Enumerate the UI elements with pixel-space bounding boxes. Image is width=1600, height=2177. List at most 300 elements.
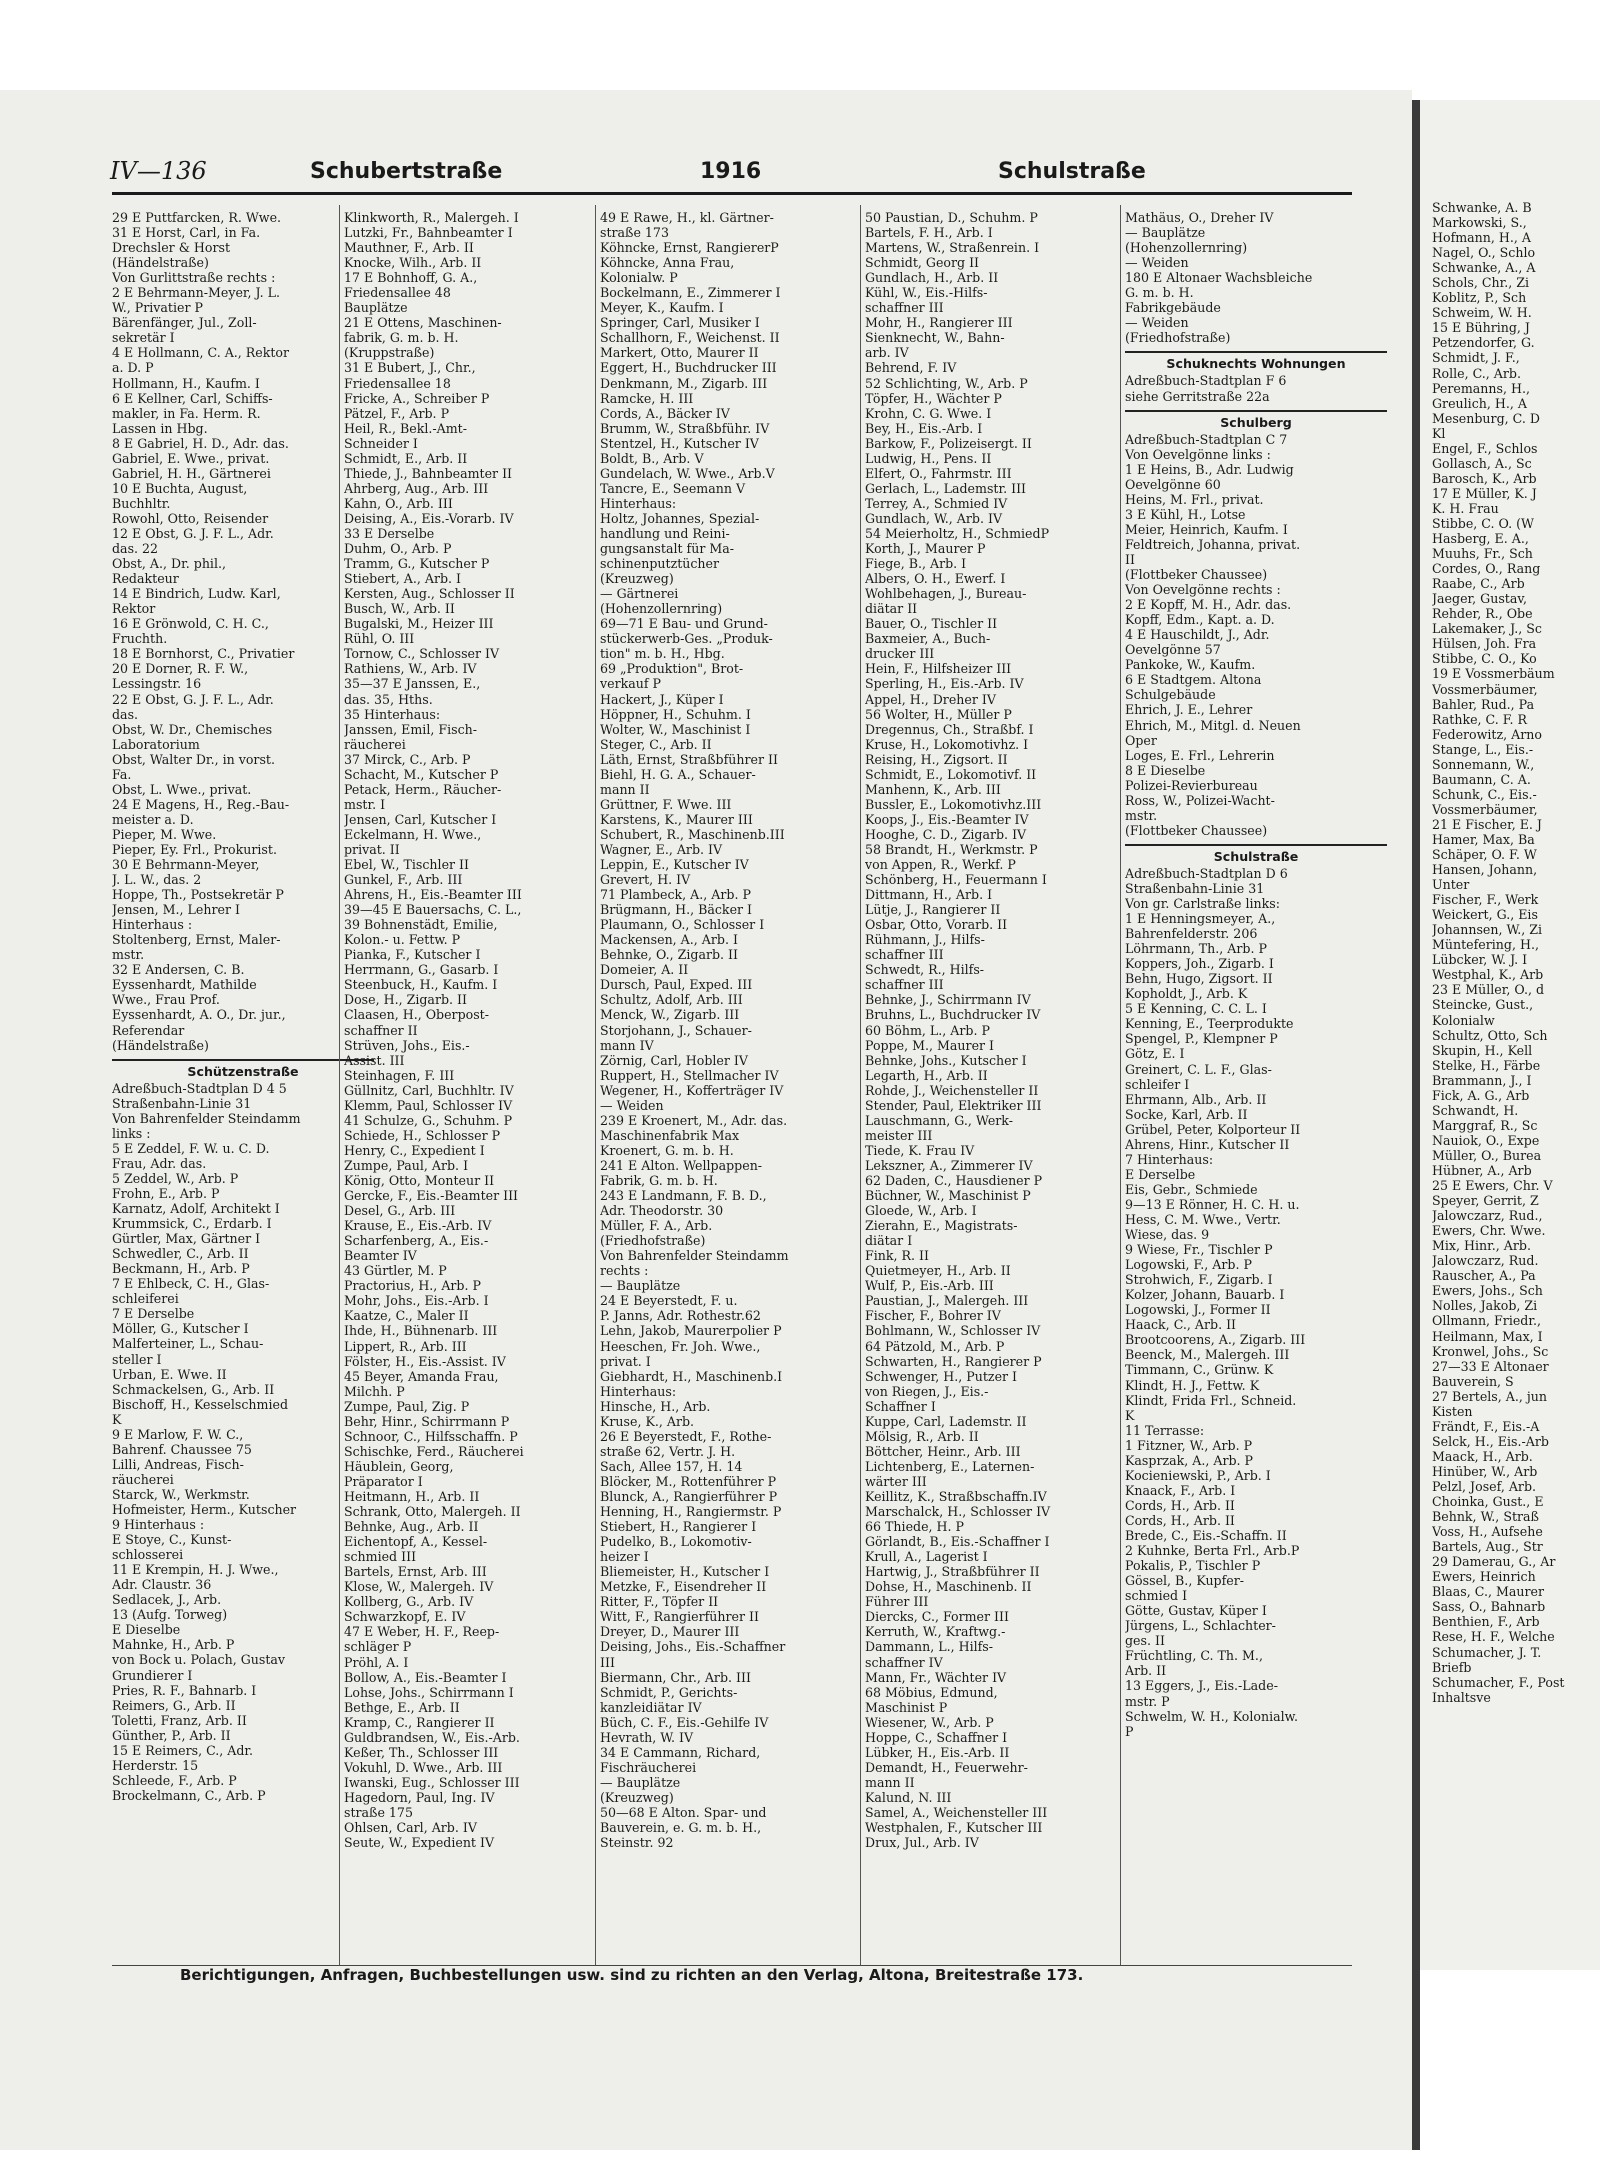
directory-entry-line: Metzke, F., Eisendreher II bbox=[600, 1579, 767, 1595]
directory-entry-line: privat. II bbox=[344, 841, 400, 857]
directory-entry-line: Von Oevelgönne rechts : bbox=[1125, 582, 1281, 598]
adjacent-entry-line: Hülsen, Joh. Fra bbox=[1432, 636, 1537, 652]
directory-entry-line: Schwelm, W. H., Kolonialw. bbox=[1125, 1708, 1298, 1724]
directory-column-5 bbox=[1125, 210, 1387, 1739]
directory-entry-line: Lutzki, Fr., Bahnbeamter I bbox=[344, 225, 513, 241]
directory-entry-line: schleiferei bbox=[112, 1291, 179, 1307]
directory-entry-line: mann II bbox=[600, 781, 650, 797]
directory-entry-line: 60 Böhm, L., Arb. P bbox=[865, 1022, 990, 1038]
directory-entry-line: Markert, Otto, Maurer II bbox=[600, 345, 759, 361]
directory-entry-line: tion" m. b. H., Hbg. bbox=[600, 646, 725, 662]
directory-entry-line: Görlandt, B., Eis.-Schaffner I bbox=[865, 1534, 1050, 1550]
directory-entry-line: Bugalski, M., Heizer III bbox=[344, 616, 494, 632]
adjacent-entry-line: Schumacher, J. T. bbox=[1432, 1644, 1542, 1660]
adjacent-entry-line: Bahler, Rud., Pa bbox=[1432, 696, 1535, 712]
directory-entry-line: Fischer, F., Bohrer IV bbox=[865, 1308, 1001, 1324]
directory-entry-line: Heins, M. Frl., privat. bbox=[1125, 491, 1264, 507]
directory-entry-line: Leppin, E., Kutscher IV bbox=[600, 857, 749, 873]
directory-entry-line: Schmidt, E., Arb. II bbox=[344, 450, 468, 466]
adjacent-entry-line: Weickert, G., Eis bbox=[1432, 907, 1538, 923]
directory-entry-line: Hooghe, C. D., Zigarb. IV bbox=[865, 826, 1027, 842]
directory-entry-line: Gunkel, F., Arb. III bbox=[344, 872, 463, 888]
directory-entry-line: Von Bahrenfelder Steindamm bbox=[112, 1110, 301, 1126]
directory-entry-line: Fa. bbox=[112, 766, 132, 782]
directory-entry-line: 2 E Kopff, M. H., Adr. das. bbox=[1125, 597, 1292, 613]
directory-entry-line: Starck, W., Werkmstr. bbox=[112, 1486, 250, 1502]
directory-entry-line: 20 E Dorner, R. F. W., bbox=[112, 661, 249, 677]
directory-entry-line: — Gärtnerei bbox=[600, 586, 679, 602]
directory-entry-line: Osbar, Otto, Vorarb. II bbox=[865, 917, 1008, 933]
directory-entry-line: Ohlsen, Carl, Arb. IV bbox=[344, 1820, 477, 1836]
directory-entry-line: links : bbox=[112, 1125, 151, 1141]
adjacent-entry-line: Schwanke, A. B bbox=[1432, 200, 1532, 215]
directory-entry-line: steller I bbox=[112, 1351, 162, 1367]
directory-entry-line: schinenputztücher bbox=[600, 556, 720, 572]
directory-entry-line: Pankoke, W., Kaufm. bbox=[1125, 657, 1256, 673]
directory-entry-line: Knocke, Wilh., Arb. II bbox=[344, 255, 482, 271]
adjacent-entry-line: 19 E Vossmerbäum bbox=[1432, 666, 1555, 682]
directory-entry-line: schleifer I bbox=[1125, 1076, 1190, 1092]
directory-entry-line: Toletti, Franz, Arb. II bbox=[112, 1712, 247, 1728]
directory-entry-line: Straßenbahn-Linie 31 bbox=[112, 1095, 252, 1111]
directory-entry-line: Vokuhl, D. Wwe., Arb. III bbox=[344, 1759, 503, 1775]
directory-entry-line: Kopff, Edm., Kapt. a. D. bbox=[1125, 612, 1275, 628]
directory-entry-line: Biehl, H. G. A., Schauer- bbox=[600, 766, 756, 782]
directory-entry-line: Laboratorium bbox=[112, 736, 200, 752]
adjacent-entry-line: Stelke, H., Färbe bbox=[1432, 1057, 1541, 1073]
directory-entry-line: Heitmann, H., Arb. II bbox=[344, 1488, 480, 1504]
header-year: 1916 bbox=[700, 159, 762, 184]
adjacent-entry-line: Sass, O., Bahnarb bbox=[1432, 1599, 1546, 1615]
directory-entry-line: Adreßbuch-Stadtplan C 7 bbox=[1125, 431, 1288, 447]
adjacent-entry-line: Speyer, Gerrit, Z bbox=[1432, 1193, 1539, 1209]
directory-entry-line: Wiesener, W., Arb. P bbox=[865, 1714, 994, 1730]
directory-entry-line: Grüttner, F. Wwe. III bbox=[600, 796, 732, 812]
directory-entry-line: Fabrik, G. m. b. H. bbox=[600, 1173, 718, 1188]
directory-entry-line: Steinhagen, F. III bbox=[344, 1067, 455, 1083]
directory-entry-line: Keillitz, K., Straßbschaffn.IV bbox=[865, 1488, 1047, 1504]
adjacent-entry-line: Kronwel, Johs., Sc bbox=[1432, 1343, 1549, 1359]
adjacent-entry-line: 17 E Müller, K. J bbox=[1432, 485, 1537, 501]
header-street-right: Schulstraße bbox=[998, 159, 1146, 184]
directory-entry-line: das. 22 bbox=[112, 541, 159, 557]
directory-entry-line: Socke, Karl, Arb. II bbox=[1125, 1106, 1248, 1122]
directory-column-1 bbox=[112, 210, 374, 1803]
directory-entry-line: Hoppe, Th., Postsekretär P bbox=[112, 887, 284, 903]
directory-entry-line: 52 Schlichting, W., Arb. P bbox=[865, 375, 1028, 391]
adjacent-entry-line: 23 E Müller, O., d bbox=[1432, 982, 1545, 998]
directory-entry-line: Albers, O. H., Ewerf. I bbox=[865, 571, 1006, 587]
directory-entry-line: Mölsig, R., Arb. II bbox=[865, 1428, 979, 1444]
adjacent-entry-line: Nauiok, O., Expe bbox=[1432, 1132, 1540, 1148]
directory-entry-line: Guldbrandsen, W., Eis.-Arb. bbox=[344, 1729, 520, 1745]
adjacent-entry-line: Mix, Hinr., Arb. bbox=[1432, 1238, 1531, 1254]
adjacent-entry-line: Johannsen, W., Zi bbox=[1432, 922, 1543, 938]
directory-entry-line: Logowski, F., Arb. P bbox=[1125, 1257, 1252, 1273]
directory-entry-line: Milchh. P bbox=[344, 1383, 405, 1399]
directory-entry-line: Mauthner, F., Arb. II bbox=[344, 240, 474, 256]
directory-entry-line: Kaatze, C., Maler II bbox=[344, 1308, 469, 1324]
directory-entry-line: Schmidt, Georg II bbox=[865, 255, 980, 271]
directory-entry-line: mstr. bbox=[1125, 807, 1158, 823]
directory-entry-line: Schneider I bbox=[344, 435, 418, 451]
directory-entry-line: Klindt, H. J., Fettw. K bbox=[1125, 1377, 1260, 1393]
directory-entry-line: Malferteiner, L., Schau- bbox=[112, 1336, 264, 1352]
directory-entry-line: Dreyer, D., Maurer III bbox=[600, 1624, 740, 1640]
directory-entry-line: 9—13 E Rönner, H. C. H. u. bbox=[1125, 1196, 1300, 1212]
directory-entry-line: Stender, Paul, Elektriker III bbox=[865, 1097, 1042, 1113]
directory-entry-line: — Bauplätze bbox=[600, 1774, 681, 1790]
directory-entry-line: Busch, W., Arb. II bbox=[344, 601, 455, 617]
directory-entry-line: Baxmeier, A., Buch- bbox=[865, 631, 991, 647]
directory-entry-line: Manhenn, K., Arb. III bbox=[865, 781, 1001, 797]
directory-entry-line: Storjohann, J., Schauer- bbox=[600, 1022, 752, 1038]
directory-entry-line: Pudelko, B., Lokomotiv- bbox=[600, 1534, 752, 1550]
directory-entry-line: Grundierer I bbox=[112, 1667, 193, 1683]
directory-entry-line: Bliemeister, H., Kutscher I bbox=[600, 1564, 770, 1580]
directory-entry-line: heizer I bbox=[600, 1549, 649, 1565]
directory-entry-line: Schischke, Ferd., Räucherei bbox=[344, 1443, 524, 1459]
directory-entry-line: drucker III bbox=[865, 646, 935, 662]
directory-entry-line: Grevert, H. IV bbox=[600, 872, 691, 888]
directory-entry-line: Buchhltr. bbox=[112, 495, 171, 511]
directory-entry-line: Strohwich, F., Zigarb. I bbox=[1125, 1272, 1273, 1288]
directory-entry-line: räucherei bbox=[112, 1471, 174, 1487]
directory-entry-line: Polizei-Revierbureau bbox=[1125, 777, 1258, 793]
directory-entry-line: Behr, Hinr., Schirrmann P bbox=[344, 1413, 510, 1429]
directory-entry-line: Ahrens, H., Eis.-Beamter III bbox=[344, 887, 522, 903]
directory-entry-line: Hinsche, H., Arb. bbox=[600, 1398, 711, 1414]
directory-entry-line: schläger P bbox=[344, 1639, 412, 1655]
directory-entry-line: Herrmann, G., Gasarb. I bbox=[344, 962, 499, 978]
directory-entry-line: Hein, F., Hilfsheizer III bbox=[865, 661, 1012, 677]
directory-entry-line: Schwedler, C., Arb. II bbox=[112, 1246, 249, 1262]
directory-entry-line: Arb. II bbox=[1125, 1663, 1167, 1679]
directory-entry-line: Ritter, F., Töpfer II bbox=[600, 1594, 719, 1610]
directory-entry-line: Maschinist P bbox=[865, 1699, 948, 1715]
adjacent-entry-line: Peremanns, H., bbox=[1432, 380, 1530, 396]
directory-entry-line: Beckmann, H., Arb. P bbox=[112, 1261, 250, 1277]
adjacent-entry-line: Hansen, Johann, bbox=[1432, 862, 1538, 878]
directory-entry-line: 11 Terrasse: bbox=[1125, 1422, 1205, 1438]
directory-entry-line: Holtz, Johannes, Spezial- bbox=[600, 510, 760, 526]
directory-entry-line: Bischoff, H., Kesselschmied bbox=[112, 1396, 289, 1412]
directory-entry-line: Jensen, Carl, Kutscher I bbox=[344, 811, 497, 827]
directory-entry-line: Stiebert, A., Arb. I bbox=[344, 571, 462, 587]
directory-entry-line: Behnke, Johs., Kutscher I bbox=[865, 1052, 1027, 1068]
directory-entry-line: 13 (Aufg. Torweg) bbox=[112, 1607, 228, 1623]
directory-entry-line: Sperling, H., Eis.-Arb. IV bbox=[865, 676, 1024, 692]
directory-entry-line: 7 E Derselbe bbox=[112, 1306, 195, 1322]
adjacent-entry-line: Ewers, Johs., Sch bbox=[1432, 1283, 1543, 1299]
directory-entry-line: 45 Beyer, Amanda Frau, bbox=[344, 1368, 499, 1384]
adjacent-entry-line: Marggraf, R., Sc bbox=[1432, 1117, 1538, 1133]
directory-entry-line: 1 E Heins, B., Adr. Ludwig bbox=[1125, 461, 1294, 477]
directory-entry-line: 29 E Puttfarcken, R. Wwe. bbox=[112, 210, 282, 225]
directory-entry-line: schaffner III bbox=[865, 977, 944, 993]
adjacent-entry-line: Jaeger, Gustav, bbox=[1432, 591, 1527, 607]
adjacent-entry-line: Pelzl, Josef, Arb. bbox=[1432, 1478, 1537, 1494]
directory-entry-line: — Bauplätze bbox=[1125, 225, 1206, 241]
adjacent-entry-line: Rehder, R., Obe bbox=[1432, 606, 1533, 622]
adjacent-entry-line: Schäper, O. F. W bbox=[1432, 847, 1537, 863]
directory-entry-line: Wegener, H., Kofferträger IV bbox=[600, 1082, 784, 1098]
directory-entry-line: Lübker, H., Eis.-Arb. II bbox=[865, 1744, 1010, 1760]
directory-entry-line: Reimers, G., Arb. II bbox=[112, 1697, 236, 1713]
column-divider bbox=[1120, 205, 1121, 1965]
directory-entry-line: Mackensen, A., Arb. I bbox=[600, 932, 738, 948]
directory-entry-line: Elfert, O., Fahrmstr. III bbox=[865, 465, 1012, 481]
directory-entry-line: Schwarten, H., Rangierer P bbox=[865, 1353, 1042, 1369]
directory-entry-line: Töpfer, H., Wächter P bbox=[865, 390, 1002, 406]
directory-entry-line: Eckelmann, H. Wwe., bbox=[344, 826, 482, 842]
directory-entry-line: Stentzel, H., Kutscher IV bbox=[600, 435, 759, 451]
directory-entry-line: Ludwig, H., Pens. II bbox=[865, 450, 992, 466]
directory-entry-line: Terrey, A., Schmied IV bbox=[865, 495, 1008, 511]
directory-entry-line: Appel, H., Dreher IV bbox=[865, 691, 996, 707]
directory-entry-line: Demandt, H., Feuerwehr- bbox=[865, 1759, 1028, 1775]
adjacent-entry-line: Rese, H. F., Welche bbox=[1432, 1629, 1555, 1645]
directory-entry-line: Maschinenfabrik Max bbox=[600, 1127, 740, 1143]
column-divider bbox=[860, 205, 861, 1965]
street-section-heading: Schulberg bbox=[1125, 410, 1387, 430]
directory-entry-line: Götte, Gustav, Küper I bbox=[1125, 1603, 1267, 1619]
directory-entry-line: das. 35, Hths. bbox=[344, 691, 433, 707]
directory-entry-line: Ahrens, Hinr., Kutscher II bbox=[1125, 1136, 1290, 1152]
directory-entry-line: Kramp, C., Rangierer II bbox=[344, 1714, 495, 1730]
directory-entry-line: Schleede, F., Arb. P bbox=[112, 1772, 237, 1788]
adjacent-entry-line: 15 E Bühring, J bbox=[1432, 320, 1530, 336]
directory-entry-line: 9 Hinterhaus : bbox=[112, 1517, 205, 1533]
directory-entry-line: Redakteur bbox=[112, 571, 179, 587]
directory-entry-line: Bockelmann, E., Zimmerer I bbox=[600, 285, 781, 301]
column-divider bbox=[595, 205, 596, 1965]
directory-entry-line: 39 Bohnenstädt, Emilie, bbox=[344, 917, 498, 933]
directory-entry-line: Sach, Allee 157, H. 14 bbox=[600, 1458, 743, 1474]
directory-entry-line: Legarth, H., Arb. II bbox=[865, 1067, 988, 1083]
directory-entry-line: Behnke, O., Zigarb. II bbox=[600, 947, 739, 963]
directory-entry-line: Köhncke, Anna Frau, bbox=[600, 255, 735, 271]
adjacent-entry-line: Westphal, K., Arb bbox=[1432, 967, 1544, 983]
directory-entry-line: Westphalen, F., Kutscher III bbox=[865, 1820, 1043, 1836]
directory-entry-line: Möller, G., Kutscher I bbox=[112, 1321, 249, 1337]
adjacent-entry-line: Blaas, C., Maurer bbox=[1432, 1584, 1544, 1600]
adjacent-entry-line: Schmidt, J. F., bbox=[1432, 350, 1520, 366]
directory-entry-line: 6 E Stadtgem. Altona bbox=[1125, 672, 1262, 688]
adjacent-entry-line: Vossmerbäumer, bbox=[1432, 801, 1538, 817]
directory-entry-line: Pokalis, P., Tischler P bbox=[1125, 1558, 1261, 1574]
adjacent-entry-line: Unter bbox=[1432, 877, 1470, 893]
directory-entry-line: 43 Gürtler, M. P bbox=[344, 1263, 447, 1279]
directory-entry-line: Schönberg, H., Feuermann I bbox=[865, 872, 1047, 888]
adjacent-entry-line: Greulich, H., A bbox=[1432, 395, 1527, 411]
directory-entry-line: — Bauplätze bbox=[600, 1278, 681, 1294]
directory-entry-line: Hinterhaus: bbox=[600, 495, 677, 511]
directory-entry-line: Pieper, M. Wwe. bbox=[112, 826, 217, 842]
directory-entry-line: 71 Plambeck, A., Arb. P bbox=[600, 887, 751, 903]
directory-entry-line: 17 E Bohnhoff, G. A., bbox=[344, 270, 478, 286]
directory-entry-line: Strüven, Johs., Eis.- bbox=[344, 1037, 470, 1053]
directory-entry-line: Wulf, P., Eis.-Arb. III bbox=[865, 1278, 994, 1294]
directory-entry-line: mann II bbox=[865, 1774, 915, 1790]
directory-entry-line: Rathiens, W., Arb. IV bbox=[344, 661, 477, 677]
directory-entry-line: Jensen, M., Lehrer I bbox=[112, 902, 240, 918]
directory-entry-line: Samel, A., Weichensteller III bbox=[865, 1804, 1048, 1820]
directory-entry-line: Bärenfänger, Jul., Zoll- bbox=[112, 315, 257, 331]
directory-entry-line: (Friedhofstraße) bbox=[1125, 330, 1231, 346]
directory-entry-line: Gabriel, H. H., Gärtnerei bbox=[112, 465, 271, 481]
directory-entry-line: Hess, C. M. Wwe., Vertr. bbox=[1125, 1212, 1281, 1227]
directory-entry-line: Häublein, Georg, bbox=[344, 1458, 454, 1474]
directory-entry-line: Oevelgönne 57 bbox=[1125, 642, 1221, 658]
directory-entry-line: Rühl, O. III bbox=[344, 631, 415, 647]
directory-entry-line: Boldt, B., Arb. V bbox=[600, 450, 704, 466]
directory-entry-line: 180 E Altonaer Wachsbleiche bbox=[1125, 270, 1313, 286]
adjacent-entry-line: Engel, F., Schlos bbox=[1432, 440, 1538, 456]
directory-entry-line: Menck, W., Zigarb. III bbox=[600, 1007, 740, 1023]
directory-entry-line: schaffner III bbox=[865, 947, 944, 963]
directory-entry-line: 7 E Ehlbeck, C. H., Glas- bbox=[112, 1276, 270, 1292]
directory-entry-line: Obst, L. Wwe., privat. bbox=[112, 781, 252, 797]
directory-entry-line: 3 E Kühl, H., Lotse bbox=[1125, 506, 1246, 522]
directory-entry-line: Steenbuck, H., Kaufm. I bbox=[344, 977, 498, 993]
directory-entry-line: 69—71 E Bau- und Grund- bbox=[600, 616, 768, 632]
directory-entry-line: II bbox=[1125, 551, 1135, 567]
directory-entry-line: Adr. Theodorstr. 30 bbox=[600, 1203, 724, 1219]
directory-entry-line: Wolter, W., Maschinist I bbox=[600, 721, 751, 737]
adjacent-entry-line: Maack, H., Arb. bbox=[1432, 1448, 1533, 1464]
directory-entry-line: 34 E Cammann, Richard, bbox=[600, 1744, 761, 1760]
street-section-heading: Schützenstraße bbox=[112, 1059, 374, 1079]
directory-entry-line: Spengel, P., Klempner P bbox=[1125, 1031, 1278, 1047]
adjacent-entry-line: Behnk, W., Straß bbox=[1432, 1509, 1539, 1525]
adjacent-entry-line: Kl bbox=[1432, 425, 1446, 441]
adjacent-entry-line: Schumacher, F., Post bbox=[1432, 1674, 1565, 1690]
directory-entry-line: (Kreuzweg) bbox=[600, 571, 674, 587]
directory-entry-line: Henning, H., Rangiermstr. P bbox=[600, 1504, 782, 1520]
adjacent-entry-line: Jalowczarz, Rud., bbox=[1432, 1208, 1543, 1224]
directory-entry-line: (Flottbeker Chaussee) bbox=[1125, 567, 1268, 583]
directory-column-4 bbox=[865, 210, 1127, 1850]
directory-entry-line: schaffner III bbox=[865, 300, 944, 316]
adjacent-entry-line: Kisten bbox=[1432, 1403, 1473, 1419]
header-street-left: Schubertstraße bbox=[310, 159, 503, 184]
directory-entry-line: 69 „Produktion", Brot- bbox=[600, 661, 744, 677]
adjacent-entry-line: Rolle, C., Arb. bbox=[1432, 365, 1521, 381]
directory-entry-line: 41 Schulze, G., Schuhm. P bbox=[344, 1112, 513, 1128]
adjacent-entry-line: Koblitz, P., Sch bbox=[1432, 290, 1527, 306]
directory-entry-line: Eyssenhardt, A. O., Dr. jur., bbox=[112, 1007, 286, 1023]
directory-entry-line: 5 E Zeddel, F. W. u. C. D. bbox=[112, 1140, 270, 1156]
adjacent-entry-line: Schwanke, A., A bbox=[1432, 260, 1536, 276]
directory-entry-line: Herderstr. 15 bbox=[112, 1757, 199, 1773]
directory-entry-line: 50 Paustian, D., Schuhm. P bbox=[865, 210, 1038, 225]
adjacent-entry-line: Schweim, W. H. bbox=[1432, 305, 1532, 321]
adjacent-entry-line: Kolonialw bbox=[1432, 1012, 1495, 1028]
directory-entry-line: Bartels, Ernst, Arb. III bbox=[344, 1564, 487, 1580]
directory-entry-line: Kocieniewski, P., Arb. I bbox=[1125, 1467, 1271, 1483]
directory-entry-line: Lilli, Andreas, Fisch- bbox=[112, 1456, 244, 1472]
directory-entry-line: Karnatz, Adolf, Architekt I bbox=[112, 1201, 280, 1217]
directory-entry-line: diätar II bbox=[865, 601, 918, 617]
directory-entry-line: Klose, W., Malergeh. IV bbox=[344, 1579, 494, 1595]
directory-entry-line: Adreßbuch-Stadtplan D 6 bbox=[1125, 865, 1288, 881]
directory-entry-line: Janssen, Emil, Fisch- bbox=[344, 721, 478, 737]
directory-entry-line: rechts : bbox=[600, 1263, 649, 1279]
directory-entry-line: Frau, Adr. das. bbox=[112, 1155, 207, 1171]
directory-entry-line: Friedensallee 18 bbox=[344, 375, 451, 391]
directory-entry-line: Korth, J., Maurer P bbox=[865, 541, 986, 557]
directory-entry-line: ges. II bbox=[1125, 1633, 1165, 1649]
adjacent-entry-line: Hübner, A., Arb bbox=[1432, 1163, 1532, 1178]
adjacent-entry-line: Schunk, C., Eis.- bbox=[1432, 786, 1537, 802]
directory-entry-line: Tiede, K. Frau IV bbox=[865, 1142, 975, 1158]
adjacent-entry-line: Hinüber, W., Arb bbox=[1432, 1463, 1538, 1479]
directory-entry-line: Wiese, das. 9 bbox=[1125, 1227, 1210, 1243]
directory-entry-line: Wagner, E., Arb. IV bbox=[600, 841, 723, 857]
adjacent-entry-line: Nagel, O., Schlo bbox=[1432, 245, 1536, 261]
directory-entry-line: Brootcoorens, A., Zigarb. III bbox=[1125, 1332, 1306, 1348]
directory-entry-line: Gercke, F., Eis.-Beamter III bbox=[344, 1188, 519, 1204]
directory-entry-line: das. bbox=[112, 706, 139, 722]
directory-entry-line: Behrend, F. IV bbox=[865, 360, 957, 376]
adjacent-entry-line: Rauscher, A., Pa bbox=[1432, 1268, 1536, 1284]
directory-entry-line: Kroenert, G. m. b. H. bbox=[600, 1142, 734, 1158]
street-section-heading: Schuknechts Wohnungen bbox=[1125, 351, 1387, 371]
directory-entry-line: Keßer, Th., Schlosser III bbox=[344, 1744, 499, 1760]
directory-entry-line: Ruppert, H., Stellmacher IV bbox=[600, 1067, 779, 1083]
directory-entry-line: Gloede, W., Arb. I bbox=[865, 1203, 977, 1219]
directory-entry-line: Schubert, R., Maschinenb.III bbox=[600, 826, 785, 842]
directory-entry-line: Martens, W., Straßenrein. I bbox=[865, 240, 1040, 256]
directory-entry-line: Dursch, Paul, Exped. III bbox=[600, 977, 753, 993]
directory-entry-line: Köhncke, Ernst, RangiererP bbox=[600, 240, 779, 256]
directory-entry-line: Böttcher, Heinr., Arb. III bbox=[865, 1443, 1021, 1459]
directory-entry-line: Meyer, K., Kaufm. I bbox=[600, 300, 724, 316]
directory-entry-line: Beenck, M., Malergeh. III bbox=[1125, 1347, 1290, 1363]
directory-entry-line: Von Bahrenfelder Steindamm bbox=[600, 1248, 789, 1264]
adjacent-entry-line: Bartels, Aug., Str bbox=[1432, 1539, 1543, 1555]
directory-entry-line: Rektor bbox=[112, 601, 156, 617]
directory-entry-line: Adreßbuch-Stadtplan D 4 5 bbox=[112, 1080, 287, 1096]
directory-entry-line: gungsanstalt für Ma- bbox=[600, 541, 735, 557]
directory-entry-line: Claasen, H., Oberpost- bbox=[344, 1007, 489, 1023]
directory-entry-line: Lütje, J., Rangierer II bbox=[865, 902, 1001, 918]
directory-entry-line: 37 Mirck, C., Arb. P bbox=[344, 751, 471, 767]
adjacent-entry-line: Fick, A. G., Arb bbox=[1432, 1087, 1530, 1103]
adjacent-entry-line: Gollasch, A., Sc bbox=[1432, 455, 1532, 471]
directory-entry-line: 30 E Behrmann-Meyer, bbox=[112, 857, 260, 873]
directory-entry-line: Eyssenhardt, Mathilde bbox=[112, 977, 257, 993]
adjacent-entry-line: Mesenburg, C. D bbox=[1432, 410, 1540, 426]
adjacent-entry-line: Fischer, F., Werk bbox=[1432, 892, 1539, 908]
directory-entry-line: Referendar bbox=[112, 1022, 185, 1038]
directory-entry-line: Bruhns, L., Buchdrucker IV bbox=[865, 1007, 1041, 1023]
directory-entry-line: Fischräucherei bbox=[600, 1759, 697, 1775]
directory-entry-line: 26 E Beyerstedt, F., Rothe- bbox=[600, 1428, 772, 1444]
adjacent-entry-line: Stange, L., Eis.- bbox=[1432, 741, 1534, 757]
directory-entry-line: Jürgens, L., Schlachter- bbox=[1125, 1618, 1276, 1634]
directory-entry-line: privat. I bbox=[600, 1353, 651, 1369]
directory-entry-line: straße 62, Vertr. J. H. bbox=[600, 1443, 736, 1459]
directory-entry-line: 1 Fitzner, W., Arb. P bbox=[1125, 1437, 1253, 1453]
directory-entry-line: räucherei bbox=[344, 736, 406, 752]
directory-entry-line: Lessingstr. 16 bbox=[112, 676, 202, 692]
directory-entry-line: 22 E Obst, G. J. F. L., Adr. bbox=[112, 691, 274, 707]
directory-entry-line: Giebhardt, H., Maschinenb.I bbox=[600, 1368, 783, 1384]
directory-entry-line: Eis, Gebr., Schmiede bbox=[1125, 1181, 1258, 1197]
directory-entry-line: Plaumann, O., Schlosser I bbox=[600, 917, 765, 933]
